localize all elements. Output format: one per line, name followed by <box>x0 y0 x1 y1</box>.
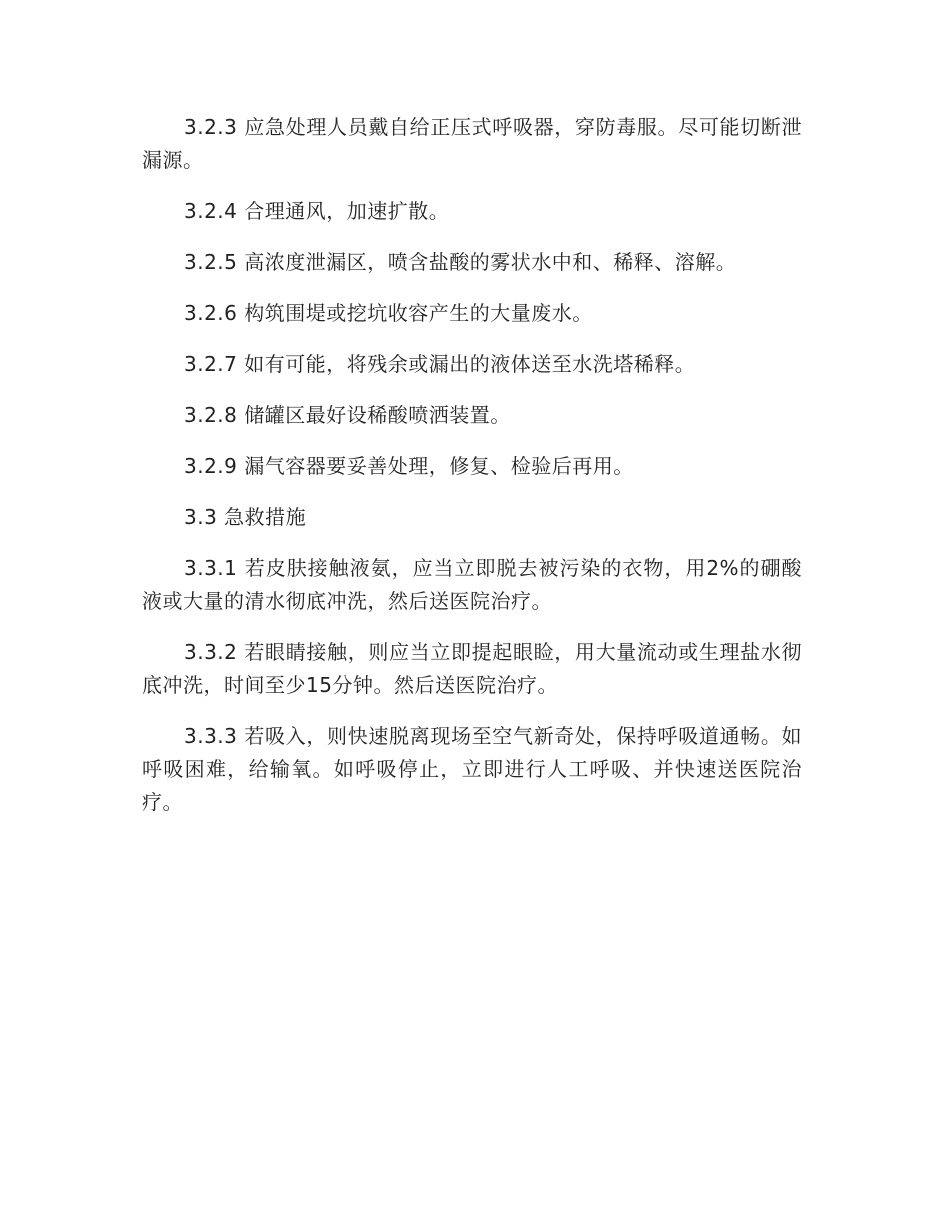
paragraph-3-2-8: 3.2.8 储罐区最好设稀酸喷洒装置。 <box>184 403 511 427</box>
paragraph-3-2-4: 3.2.4 合理通风，加速扩散。 <box>184 199 450 223</box>
section-heading-3-3: 3.3 急救措施 <box>184 505 307 529</box>
paragraph-3-2-5: 3.2.5 高浓度泄漏区，喷含盐酸的雾状水中和、稀释、溶解。 <box>184 250 737 274</box>
paragraph-3-3-1: 3.3.1 若皮肤接触液氨，应当立即脱去被污染的衣物，用2%的硼酸液或大量的清水彻底冲洗，然后送医院治疗。 <box>142 556 802 613</box>
paragraph-3-3-3: 3.3.3 若吸入，则快速脱离现场至空气新奇处，保持呼吸道通畅。如呼吸困难，给输氧。如呼吸停止，立即进行人工呼吸、并快速送医院治疗。 <box>142 724 802 814</box>
paragraph-3-2-3: 3.2.3 应急处理人员戴自给正压式呼吸器，穿防毒服。尽可能切断泄漏源。 <box>142 115 802 172</box>
paragraph-3-2-9: 3.2.9 漏气容器要妥善处理，修复、检验后再用。 <box>184 454 634 478</box>
paragraph-3-2-7: 3.2.7 如有可能，将残余或漏出的液体送至水洗塔稀释。 <box>184 352 696 376</box>
paragraph-3-2-6: 3.2.6 构筑围堤或挖坑收容产生的大量废水。 <box>184 301 593 325</box>
document-body <box>142 111 802 837</box>
paragraph-3-3-2: 3.3.2 若眼睛接触，则应当立即提起眼睑，用大量流动或生理盐水彻底冲洗，时间至少15分钟。然后送医院治疗。 <box>142 640 802 697</box>
